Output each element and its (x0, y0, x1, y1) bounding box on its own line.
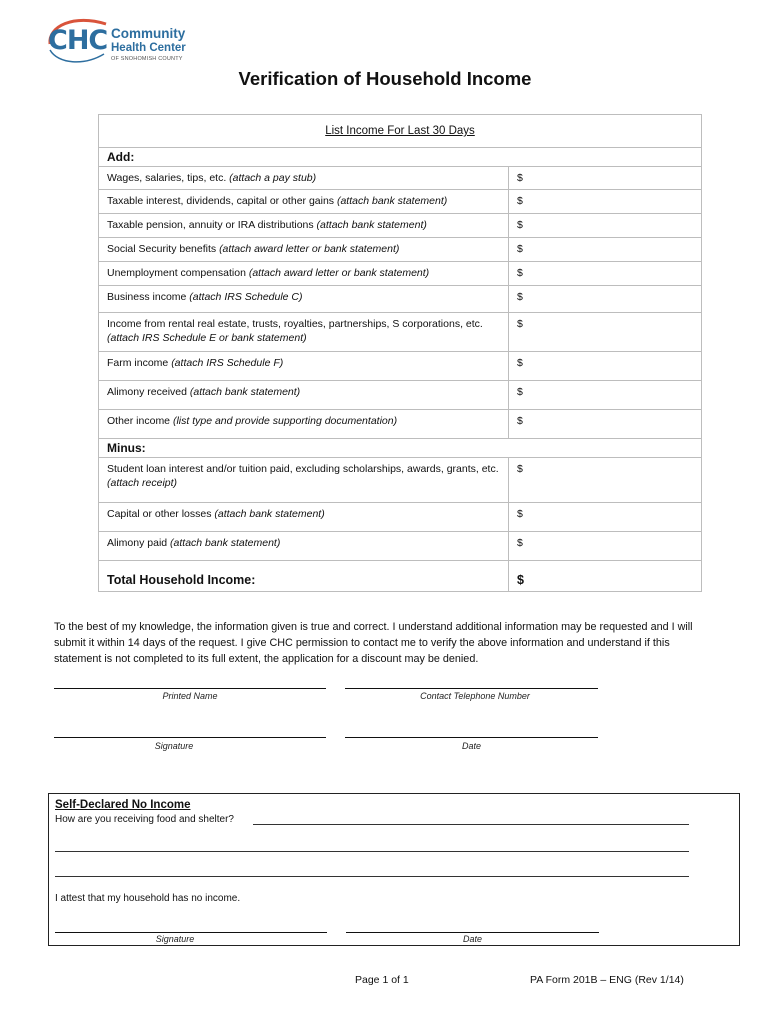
no-income-date-line[interactable] (346, 932, 599, 933)
table-row (99, 190, 701, 214)
attachment-note: (list type and provide supporting documentation) (172, 415, 398, 427)
no-income-date-label: Date (462, 934, 482, 944)
income-source-label (99, 214, 508, 237)
income-source-label (99, 503, 508, 531)
food-shelter-answer-line-3[interactable] (55, 876, 689, 877)
total-row (99, 560, 701, 591)
page-title: Verification of Household Income (238, 68, 532, 89)
amount-field[interactable]: $ (508, 458, 701, 502)
attachment-note: (attach IRS Schedule F) (171, 357, 284, 369)
no-income-attest: I attest that my household has no income. (55, 893, 241, 904)
income-source-label (99, 286, 508, 312)
table-row (99, 238, 701, 262)
income-source-text: Business income (107, 291, 190, 303)
contact-phone-label: Contact Telephone Number (420, 691, 530, 701)
table-row (99, 410, 701, 438)
attachment-note: (attach bank statement) (189, 386, 301, 398)
total-amount-field[interactable]: $ (508, 561, 701, 591)
income-source-text: Capital or other losses (107, 508, 215, 520)
no-income-box (48, 793, 740, 946)
printed-name-line[interactable] (54, 688, 326, 689)
income-source-text: Taxable interest, dividends, capital or other gains (107, 195, 337, 207)
logo-line-community: Community (111, 26, 186, 41)
date-label: Date (461, 741, 481, 751)
food-shelter-answer-line-2[interactable] (55, 851, 689, 852)
attachment-note: (attach bank statement) (170, 537, 281, 549)
logo-mark: CHC (48, 25, 108, 56)
add-section-label: Add: (99, 148, 701, 167)
signature-line[interactable] (54, 737, 326, 738)
table-row (99, 214, 701, 238)
date-line[interactable] (345, 737, 598, 738)
attachment-note: (attach IRS Schedule C) (189, 291, 303, 303)
amount-field[interactable]: $ (508, 238, 701, 261)
attachment-note: (attach bank statement) (316, 219, 427, 231)
amount-field[interactable]: $ (508, 313, 701, 351)
income-source-label (99, 410, 508, 438)
table-row (99, 167, 701, 190)
amount-field[interactable]: $ (508, 532, 701, 560)
footer-page-number: Page 1 of 1 (355, 974, 409, 986)
table-row (99, 313, 701, 352)
chc-logo (44, 12, 194, 68)
attachment-note: (attach bank statement) (214, 508, 325, 520)
amount-field[interactable]: $ (508, 286, 701, 312)
add-rows (99, 167, 701, 438)
income-source-label (99, 532, 508, 560)
table-row (99, 286, 701, 313)
total-label: Total Household Income: (107, 573, 256, 587)
contact-phone-line[interactable] (345, 688, 598, 689)
income-source-text: Alimony received (107, 386, 190, 398)
no-income-signature-label: Signature (155, 934, 195, 944)
income-source-text: Other income (107, 415, 173, 427)
attachment-note: (attach IRS Schedule E or bank statement) (107, 332, 307, 344)
income-source-text: Income from rental real estate, trusts, royalties, partnerships, S corporations, etc. (107, 318, 483, 330)
logo-line-county: OF SNOHOMISH COUNTY (111, 56, 183, 62)
no-income-signature-line[interactable] (55, 932, 327, 933)
income-source-label (99, 262, 508, 285)
income-source-label (99, 381, 508, 409)
income-source-label (99, 313, 508, 351)
table-row (99, 262, 701, 286)
income-source-label (99, 167, 508, 189)
table-row (99, 458, 701, 503)
amount-field[interactable]: $ (508, 262, 701, 285)
amount-field[interactable]: $ (508, 167, 701, 189)
income-source-text: Alimony paid (107, 537, 171, 549)
amount-field[interactable]: $ (508, 214, 701, 237)
income-source-text: Taxable pension, annuity or IRA distributions (107, 219, 317, 231)
income-source-text: Student loan interest and/or tuition paid, excluding scholarships, awards, grants, etc. (107, 463, 499, 475)
attachment-note: (attach a pay stub) (229, 172, 317, 184)
food-shelter-question: How are you receiving food and shelter? (55, 814, 234, 825)
minus-section-label: Minus: (99, 438, 701, 458)
attachment-note: (attach award letter or bank statement) (248, 267, 430, 279)
amount-field[interactable]: $ (508, 381, 701, 409)
income-source-label (99, 190, 508, 213)
income-source-text: Farm income (107, 357, 172, 369)
amount-field[interactable]: $ (508, 190, 701, 213)
table-row (99, 381, 701, 410)
income-source-text: Unemployment compensation (107, 267, 249, 279)
attachment-note: (attach bank statement) (336, 195, 448, 207)
food-shelter-answer-line-1[interactable] (253, 824, 689, 825)
amount-field[interactable]: $ (508, 352, 701, 380)
amount-field[interactable]: $ (508, 410, 701, 438)
income-source-label (99, 238, 508, 261)
income-source-text: Social Security benefits (107, 243, 220, 255)
minus-rows (99, 458, 701, 560)
attachment-note: (attach award letter or bank statement) (219, 243, 400, 255)
attestation-statement: To the best of my knowledge, the information given is true and correct. I understand additional information may be requested and I will submit it within 14 days of the request. I give CHC permission to contact me to verify the above information and understand if this statement is not completed to its full extent, the application for a discount may be denied. (54, 621, 693, 665)
logo-line-health-center: Health Center (111, 42, 186, 54)
attachment-note: (attach receipt) (107, 477, 178, 489)
amount-field[interactable]: $ (508, 503, 701, 531)
income-source-label (99, 352, 508, 380)
table-row (99, 352, 701, 381)
printed-name-label: Printed Name (162, 691, 218, 701)
table-row (99, 532, 701, 560)
income-table (98, 114, 702, 592)
no-income-title: Self-Declared No Income (55, 799, 191, 811)
table-header: List Income For Last 30 Days (99, 115, 701, 148)
income-source-label (99, 458, 508, 502)
signature-label: Signature (154, 741, 194, 751)
table-row (99, 503, 701, 532)
income-source-text: Wages, salaries, tips, etc. (107, 172, 230, 184)
footer-form-id: PA Form 201B – ENG (Rev 1/14) (530, 974, 684, 986)
